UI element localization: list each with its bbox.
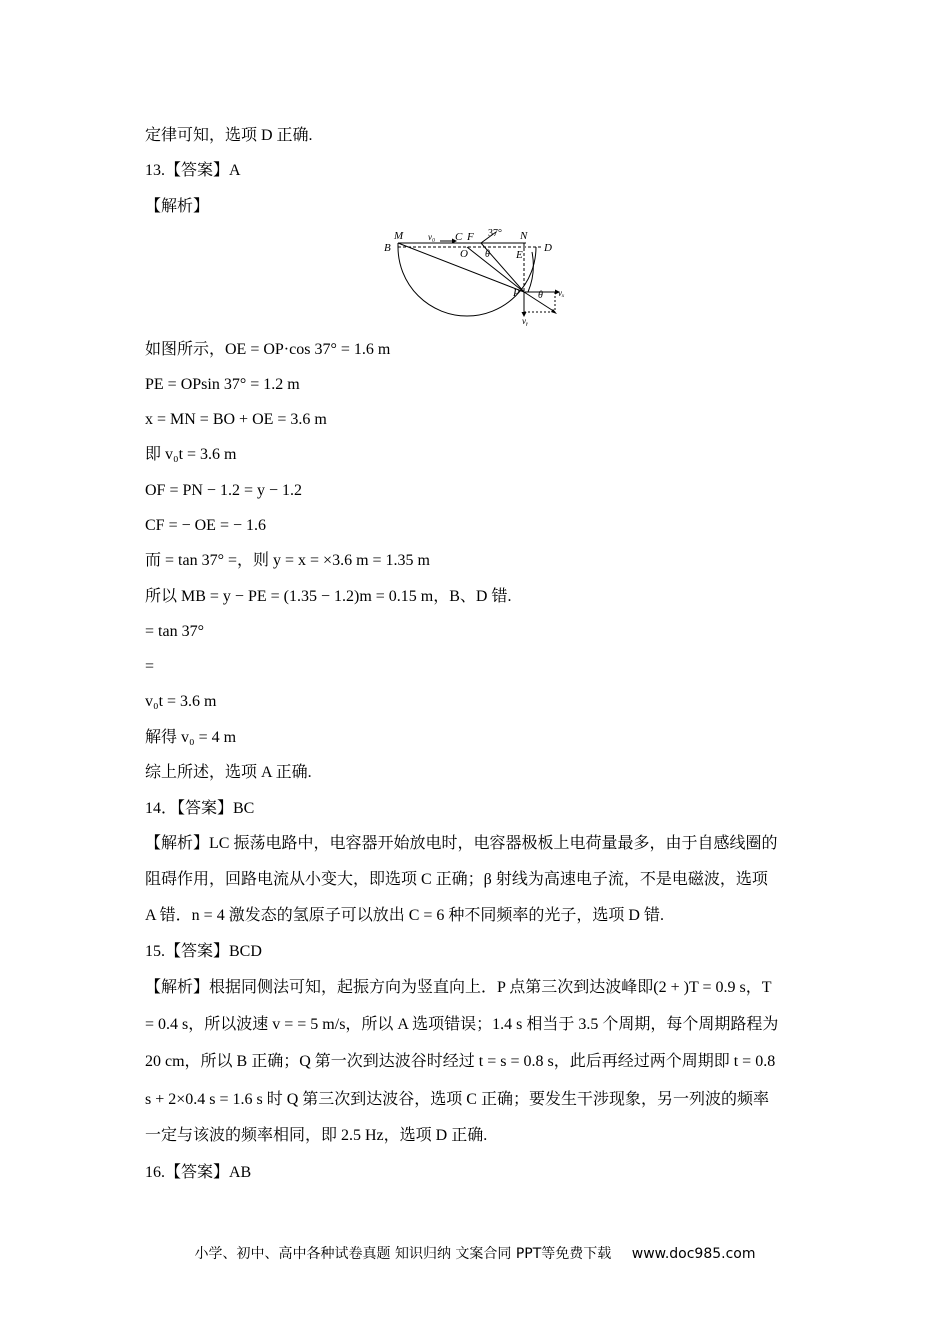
text-line: = tan 37°: [145, 623, 204, 640]
text-line: 20 cm，所以 B 正确；Q 第一次到达波谷时经过 t = s = 0.8 s，此后再经过两个周期即 t = 0.8: [145, 1053, 776, 1070]
page-footer: [0, 1243, 950, 1263]
physics-diagram: [380, 226, 580, 326]
label-theta-1: θ: [485, 249, 490, 260]
text-line: 如图所示，OE = OP·cos 37° = 1.6 m: [145, 341, 391, 358]
text-line: v₀t = 3.6 m: [145, 693, 217, 710]
answer-16: 16.【答案】AB: [145, 1164, 252, 1181]
label-P: P: [513, 287, 520, 299]
text-line: 【解析】根据同侧法可知，起振方向为竖直向上．P 点第三次到达波峰即(2 + )T = 0.9 s，T: [145, 979, 772, 996]
text-line: s + 2×0.4 s = 1.6 s 时 Q 第三次到达波谷，选项 C 正确；要发生干涉现象，另一列波的频率: [145, 1091, 769, 1108]
text-line: 即 v₀t = 3.6 m: [145, 446, 237, 463]
text-line: CF = − OE = − 1.6: [145, 517, 266, 534]
answer-13: 13.【答案】A: [145, 162, 241, 179]
text-line: 阻碍作用，回路电流从小变大，即选项 C 正确；β 射线为高速电子流，不是电磁波，选项: [145, 871, 768, 888]
semicircle-right-arc: [528, 252, 533, 292]
footer-text: 小学、初中、高中各种试卷真题 知识归纳 文案合同 PPT等免费下载: [194, 1246, 612, 1262]
label-vx: vₓ: [558, 288, 565, 298]
label-D: D: [544, 242, 552, 254]
text-line: 定律可知，选项 D 正确.: [145, 127, 313, 144]
label-v0: v₀: [428, 232, 436, 242]
label-N: N: [520, 230, 528, 242]
text-line: 综上所述，选项 A 正确.: [145, 764, 312, 781]
text-line: 解得 v₀ = 4 m: [145, 729, 237, 746]
label-O: O: [460, 248, 468, 260]
label-E: E: [516, 249, 523, 261]
footer-link[interactable]: www.doc985.com: [631, 1246, 756, 1262]
text-line: OF = PN − 1.2 = y − 1.2: [145, 482, 302, 499]
text-line: 所以 MB = y − PE = (1.35 − 1.2)m = 0.15 m，B、D 错.: [145, 588, 512, 605]
label-37deg: 37°: [488, 228, 502, 239]
answer-14: 14．【答案】BC: [145, 800, 255, 817]
text-line: 而 = tan 37° =，则 y = x = ×3.6 m = 1.35 m: [145, 552, 430, 569]
text-line: =: [145, 658, 155, 675]
label-B: B: [384, 242, 391, 254]
text-line: x = MN = BO + OE = 3.6 m: [145, 411, 327, 428]
label-M: M: [394, 230, 404, 242]
label-theta-2: θ: [538, 290, 543, 301]
answer-15: 15.【答案】BCD: [145, 943, 262, 960]
label-vy: vᵧ: [522, 316, 529, 326]
analysis-heading: 【解析】: [145, 198, 210, 215]
text-line: PE = OPsin 37° = 1.2 m: [145, 376, 300, 393]
label-C: C: [455, 231, 463, 243]
text-line: = 0.4 s，所以波速 v = = 5 m/s，所以 A 选项错误；1.4 s 相当于 3.5 个周期，每个周期路程为: [145, 1016, 779, 1033]
text-line: 一定与该波的频率相同，即 2.5 Hz，选项 D 正确.: [145, 1127, 488, 1144]
text-line: 【解析】LC 振荡电路中，电容器开始放电时，电容器极板上电荷量最多，由于自感线圈的: [145, 835, 778, 852]
text-line: A 错．n = 4 激发态的氢原子可以放出 C = 6 种不同频率的光子，选项 D 错.: [145, 907, 664, 924]
label-F: F: [467, 231, 474, 243]
